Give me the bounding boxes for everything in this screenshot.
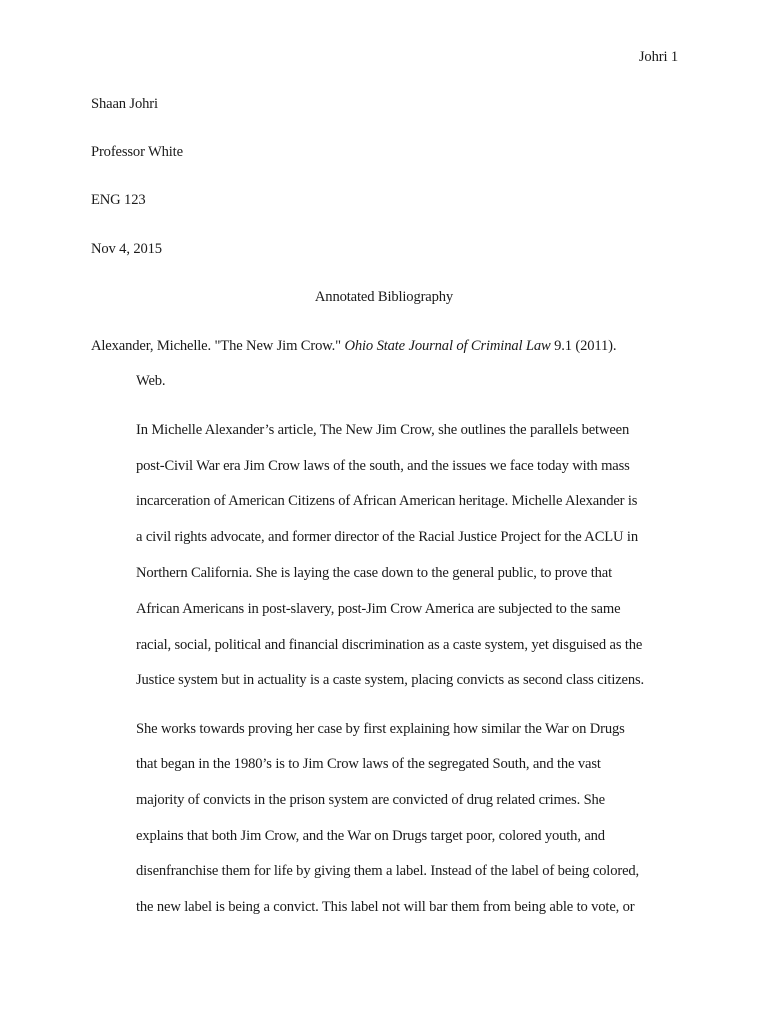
- author-name: Shaan Johri: [91, 96, 158, 112]
- paragraph-line: explains that both Jim Crow, and the War on Drugs target poor, colored youth, and: [136, 828, 605, 844]
- document-date: Nov 4, 2015: [91, 241, 162, 257]
- citation-volume-year: 9.1 (2011).: [550, 338, 617, 354]
- paragraph-line: post-Civil War era Jim Crow laws of the south, and the issues we face today with mass: [136, 458, 630, 474]
- paragraph-line: Northern California. She is laying the case down to the general public, to prove that: [136, 565, 613, 581]
- running-head: Johri 1: [638, 49, 678, 65]
- paragraph-line: that began in the 1980’s is to Jim Crow laws of the segregated South, and the vast: [136, 756, 601, 772]
- paragraph-line: racial, social, political and financial discrimination as a caste system, yet disguised as the: [136, 637, 643, 653]
- course-code: ENG 123: [91, 192, 146, 208]
- paragraph-line: In Michelle Alexander’s article, The New Jim Crow, she outlines the parallels between: [136, 422, 630, 438]
- paragraph-line: a civil rights advocate, and former director of the Racial Justice Project for the ACLU in: [136, 529, 638, 545]
- paragraph-line: disenfranchise them for life by giving them a label. Instead of the label of being colored,: [136, 863, 640, 879]
- citation-journal: Ohio State Journal of Criminal Law: [344, 338, 551, 354]
- document-title: Annotated Bibliography: [314, 289, 454, 305]
- citation-line-2: Web.: [136, 373, 166, 389]
- instructor-name: Professor White: [91, 144, 183, 160]
- paragraph-line: She works towards proving her case by first explaining how similar the War on Drugs: [136, 721, 625, 737]
- citation-line-1: [91, 337, 616, 355]
- paragraph-line: the new label is being a convict. This label not will bar them from being able to vote, or: [136, 899, 635, 915]
- citation-author-title: Alexander, Michelle. "The New Jim Crow.": [91, 338, 345, 354]
- paragraph-line: majority of convicts in the prison system are convicted of drug related crimes. She: [136, 792, 606, 808]
- paragraph-line: African Americans in post-slavery, post-Jim Crow America are subjected to the same: [136, 601, 621, 617]
- paragraph-line: Justice system but in actuality is a caste system, placing convicts as second class citizens.: [136, 672, 645, 688]
- paragraph-line: incarceration of American Citizens of African American heritage. Michelle Alexander is: [136, 493, 638, 509]
